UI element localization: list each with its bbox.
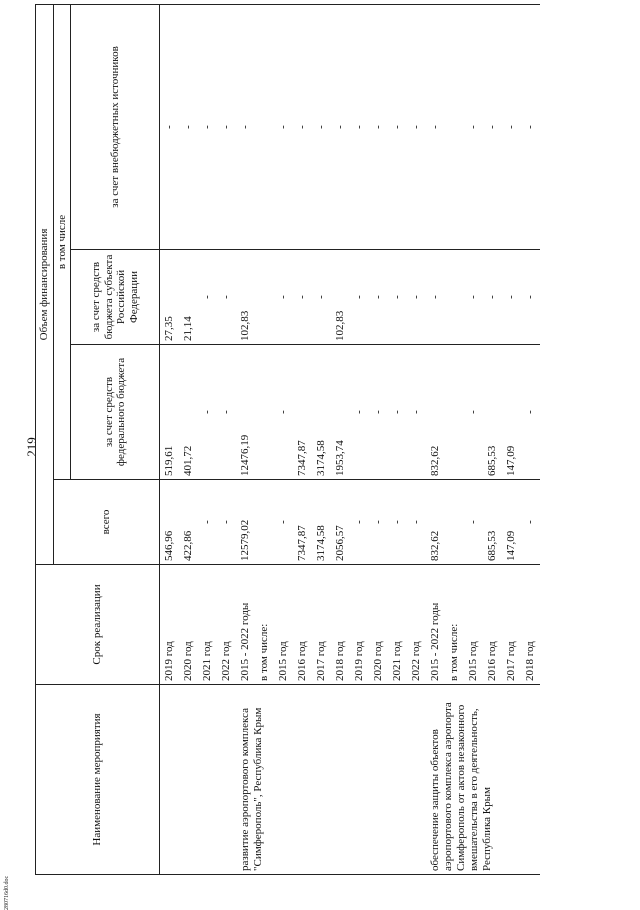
federal-cell: - <box>198 345 217 480</box>
total-cell: 3174,58 <box>312 480 331 565</box>
period-cell: 2019 год <box>350 565 369 685</box>
federal-cell: 401,72 <box>179 345 198 480</box>
header-name: Наименование мероприятия <box>36 685 160 875</box>
total-cell <box>445 480 464 565</box>
regional-cell: - <box>198 250 217 345</box>
total-cell: - <box>217 480 236 565</box>
header-regional: за счет средств бюджета субъекта Российской Федерации <box>71 250 160 345</box>
table-body <box>160 4 541 874</box>
regional-cell: - <box>483 250 502 345</box>
period-cell: 2021 год <box>198 565 217 685</box>
extra-cell <box>255 4 274 249</box>
header-period: Срок реализации <box>36 565 160 685</box>
period-cell: 2020 год <box>369 565 388 685</box>
total-cell: - <box>369 480 388 565</box>
total-cell: 422,86 <box>179 480 198 565</box>
financing-table <box>35 4 540 875</box>
regional-cell: 21,14 <box>179 250 198 345</box>
period-cell: 2021 год <box>388 565 407 685</box>
federal-cell <box>255 345 274 480</box>
total-cell: 7347,87 <box>293 480 312 565</box>
extra-cell <box>445 4 464 249</box>
extra-cell: - <box>464 4 483 249</box>
extra-cell: - <box>179 4 198 249</box>
regional-cell: - <box>369 250 388 345</box>
measure-name-cell: обеспечение защиты объектов аэропортового комплекса аэропорта Симферополь от актов незаконного вмешательства в его деятельность, Республика Крым <box>426 685 540 875</box>
extra-cell: - <box>236 4 255 249</box>
regional-cell <box>255 250 274 345</box>
total-cell: 12579,02 <box>236 480 255 565</box>
federal-cell: 685,53 <box>483 345 502 480</box>
regional-cell: - <box>521 250 540 345</box>
header-federal: за счет средств федерального бюджета <box>71 345 160 480</box>
total-cell: - <box>407 480 426 565</box>
federal-cell: 3174,58 <box>312 345 331 480</box>
extra-cell: - <box>483 4 502 249</box>
extra-cell: - <box>217 4 236 249</box>
extra-cell: - <box>388 4 407 249</box>
period-cell: 2022 год <box>407 565 426 685</box>
total-cell: - <box>521 480 540 565</box>
total-cell: - <box>198 480 217 565</box>
measure-name-cell: развитие аэропортового комплекса "Симферополь", Республика Крым <box>236 685 426 875</box>
regional-cell: - <box>217 250 236 345</box>
extra-cell: - <box>426 4 445 249</box>
federal-cell: - <box>464 345 483 480</box>
regional-cell: - <box>293 250 312 345</box>
regional-cell: 27,35 <box>160 250 180 345</box>
federal-cell <box>445 345 464 480</box>
total-cell: - <box>388 480 407 565</box>
federal-cell: - <box>407 345 426 480</box>
regional-cell: 102,83 <box>331 250 350 345</box>
period-cell: 2015 год <box>464 565 483 685</box>
extra-cell: - <box>274 4 293 249</box>
regional-cell: 102,83 <box>236 250 255 345</box>
total-cell: 2056,57 <box>331 480 350 565</box>
table-row <box>236 4 255 874</box>
period-cell: 2017 год <box>502 565 521 685</box>
period-cell: в том числе: <box>445 565 464 685</box>
regional-cell: - <box>426 250 445 345</box>
regional-cell: - <box>464 250 483 345</box>
extra-cell: - <box>521 4 540 249</box>
federal-cell: 1953,74 <box>331 345 350 480</box>
federal-cell: - <box>369 345 388 480</box>
period-cell: 2017 год <box>312 565 331 685</box>
federal-cell: 7347,87 <box>293 345 312 480</box>
period-cell: 2018 год <box>521 565 540 685</box>
extra-cell: - <box>331 4 350 249</box>
extra-cell: - <box>160 4 180 249</box>
header-including: в том числе <box>53 4 71 479</box>
header-total: всего <box>53 480 160 565</box>
regional-cell: - <box>388 250 407 345</box>
header-financing: Объем финансирования <box>36 4 54 564</box>
total-cell: - <box>350 480 369 565</box>
period-cell: 2015 год <box>274 565 293 685</box>
total-cell: - <box>464 480 483 565</box>
period-cell: 2020 год <box>179 565 198 685</box>
period-cell: 2015 - 2022 годы <box>426 565 445 685</box>
extra-cell: - <box>198 4 217 249</box>
federal-cell: - <box>350 345 369 480</box>
regional-cell: - <box>407 250 426 345</box>
total-cell: 685,53 <box>483 480 502 565</box>
regional-cell: - <box>312 250 331 345</box>
federal-cell: 147,09 <box>502 345 521 480</box>
total-cell: 147,09 <box>502 480 521 565</box>
period-cell: 2016 год <box>483 565 502 685</box>
period-cell: 2018 год <box>331 565 350 685</box>
federal-cell: - <box>521 345 540 480</box>
extra-cell: - <box>369 4 388 249</box>
extra-cell: - <box>350 4 369 249</box>
period-cell: 2015 - 2022 годы <box>236 565 255 685</box>
federal-cell: 832,62 <box>426 345 445 480</box>
header-extrabudget: за счет внебюджетных источников <box>71 4 160 249</box>
extra-cell: - <box>407 4 426 249</box>
regional-cell: - <box>502 250 521 345</box>
page-number: 219 <box>24 437 39 457</box>
total-cell: 546,96 <box>160 480 180 565</box>
table-row <box>160 4 180 874</box>
table-row <box>426 4 445 874</box>
federal-cell: - <box>274 345 293 480</box>
period-cell: 2019 год <box>160 565 180 685</box>
measure-name-cell <box>160 685 237 875</box>
total-cell <box>255 480 274 565</box>
regional-cell: - <box>274 250 293 345</box>
extra-cell: - <box>293 4 312 249</box>
total-cell: 832,62 <box>426 480 445 565</box>
footer-file-label: 280716d0.doc <box>4 875 10 910</box>
federal-cell: - <box>217 345 236 480</box>
period-cell: 2022 год <box>217 565 236 685</box>
regional-cell <box>445 250 464 345</box>
period-cell: 2016 год <box>293 565 312 685</box>
extra-cell: - <box>502 4 521 249</box>
total-cell: - <box>274 480 293 565</box>
federal-cell: - <box>388 345 407 480</box>
federal-cell: 12476,19 <box>236 345 255 480</box>
federal-cell: 519,61 <box>160 345 180 480</box>
regional-cell: - <box>350 250 369 345</box>
period-cell: в том числе: <box>255 565 274 685</box>
extra-cell: - <box>312 4 331 249</box>
